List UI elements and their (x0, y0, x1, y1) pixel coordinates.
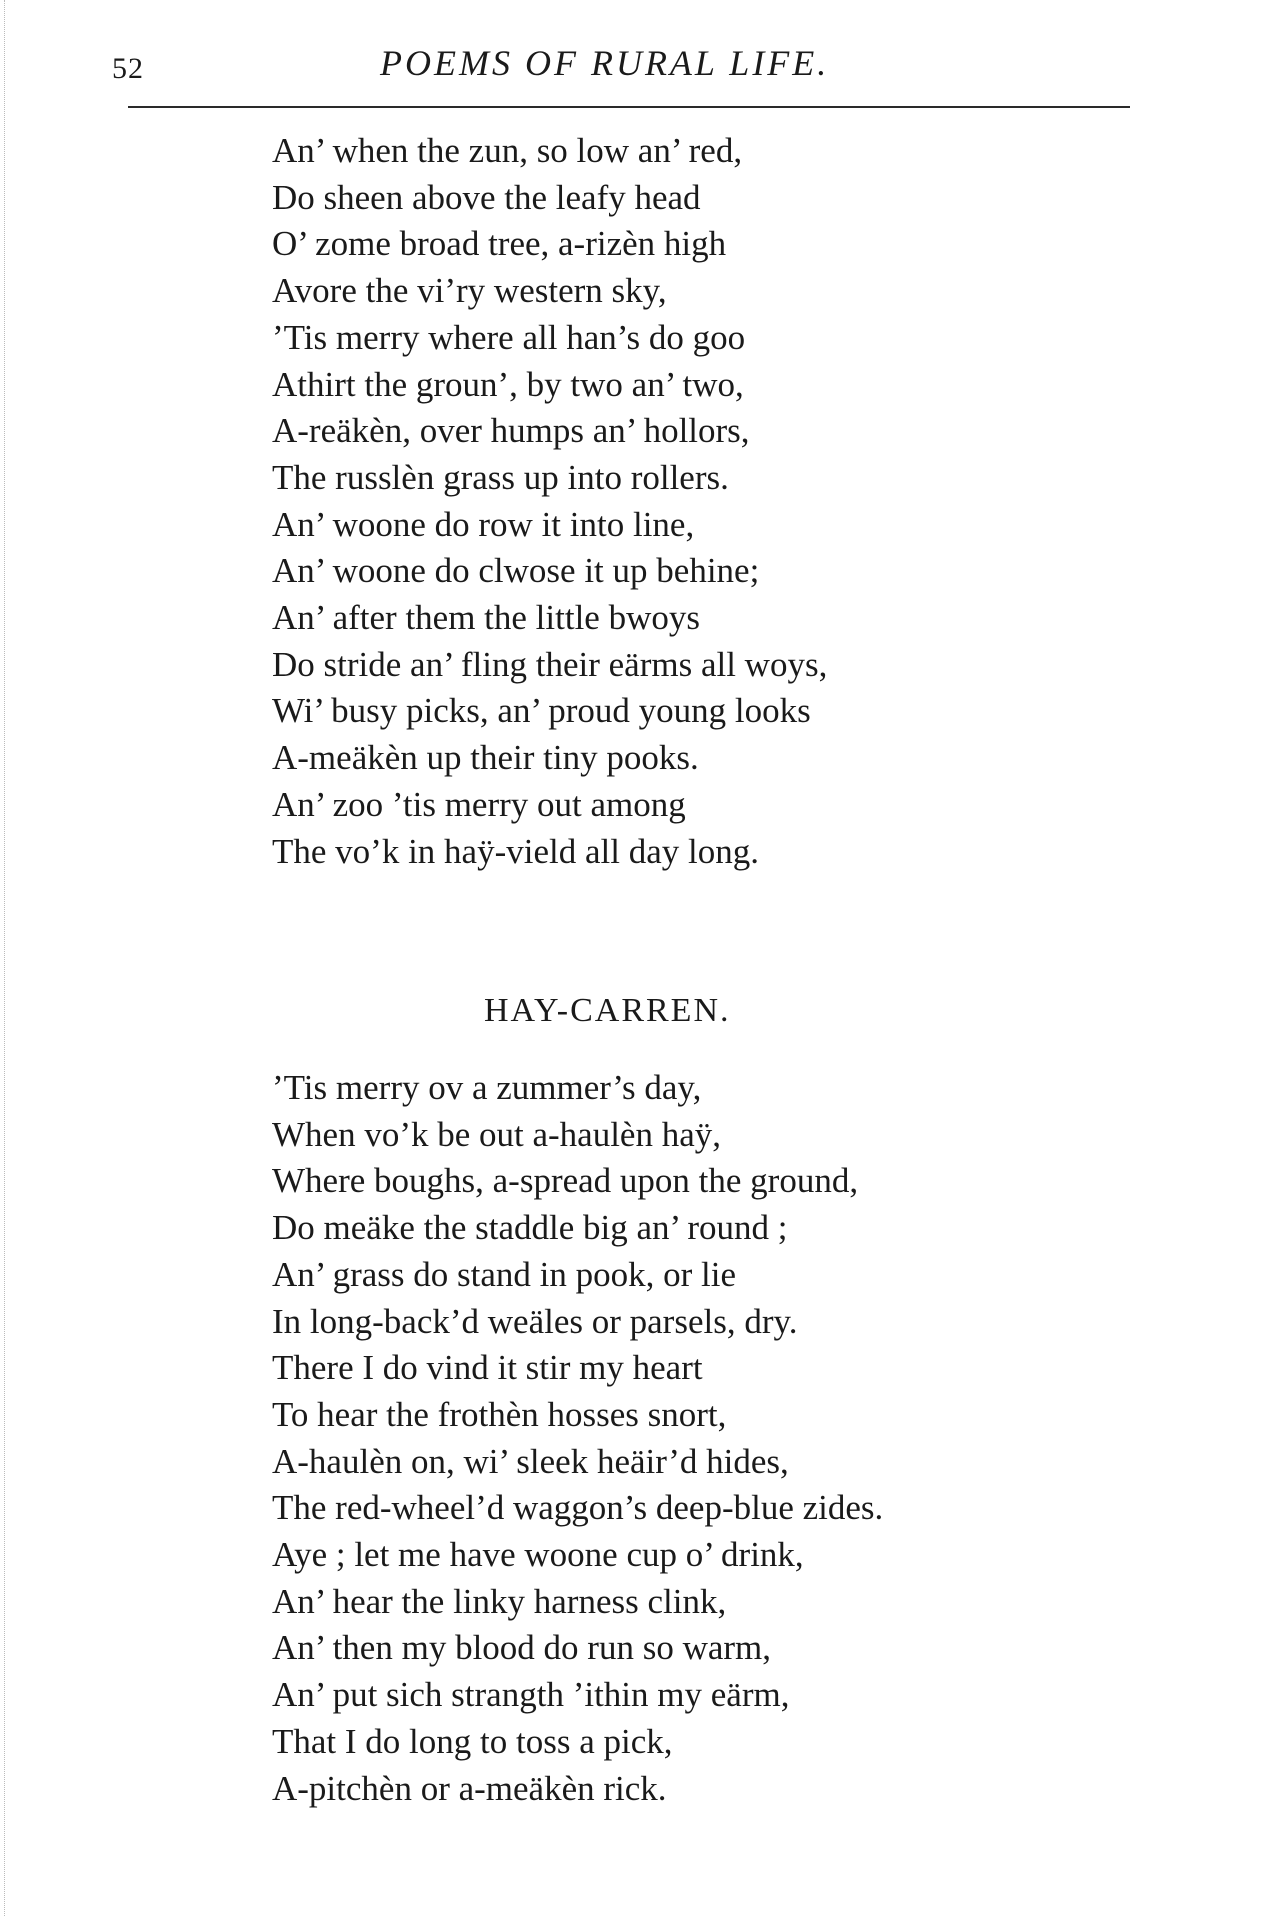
poem-line: A-reäkèn, over humps an’ hollors, (272, 411, 750, 451)
header-rule (128, 106, 1130, 108)
poem-line: An’ then my blood do run so warm, (272, 1628, 772, 1668)
poem-line: An’ hear the linky harness clink, (272, 1581, 727, 1621)
poem-line: The vo’k in haÿ-vield all day long. (272, 831, 759, 871)
poem-line: ’Tis merry ov a zummer’s day, (272, 1068, 702, 1107)
poem-line: That I do long to toss a pick, (272, 1721, 673, 1761)
continued-poem (272, 128, 827, 875)
poem-line: Do sheen above the leafy head (272, 177, 701, 217)
poem-line: An’ woone do clwose it up behine; (272, 551, 760, 591)
poem-line: A-haulèn on, wi’ sleek heäir’d hides, (272, 1441, 789, 1481)
poem-line: An’ after them the little bwoys (272, 598, 700, 638)
poem-line: The red-wheel’d waggon’s deep-blue zides. (272, 1488, 884, 1528)
page-number: 52 (112, 52, 144, 85)
poem-line: To hear the frothèn hosses snort, (272, 1394, 727, 1434)
poem-line: Wi’ busy picks, an’ proud young looks (272, 691, 811, 731)
poem-line: ’Tis merry where all han’s do goo (272, 317, 746, 357)
poem-line: A-meäkèn up their tiny pooks. (272, 738, 699, 778)
poem-line: An’ zoo ’tis merry out among (272, 784, 686, 824)
poem-line: An’ put sich strangth ’ithin my eärm, (272, 1675, 790, 1715)
poem-line: The russlèn grass up into rollers. (272, 457, 729, 497)
page-edge (4, 0, 5, 1916)
poem-body (272, 1065, 883, 1812)
poem-line: Do stride an’ fling their eärms all woys, (272, 644, 828, 684)
running-head: POEMS OF RURAL LIFE. (380, 43, 830, 83)
poem-line: In long-back’d weäles or parsels, dry. (272, 1301, 798, 1341)
poem-line: There I do vind it stir my heart (272, 1348, 703, 1388)
poem-line: A-pitchèn or a-meäkèn rick. (272, 1768, 667, 1808)
poem-line: Where boughs, a-spread upon the ground, (272, 1161, 859, 1201)
poem-line: O’ zome broad tree, a-rizèn high (272, 224, 727, 264)
poem-line: Do meäke the staddle big an’ round ; (272, 1208, 788, 1248)
poem-line: Aye ; let me have woone cup o’ drink, (272, 1535, 804, 1575)
poem-line: Athirt the groun’, by two an’ two, (272, 364, 744, 404)
poem-line: Avore the vi’ry western sky, (272, 271, 667, 311)
poem-title: HAY-CARREN. (484, 992, 731, 1029)
poem-line: An’ grass do stand in pook, or lie (272, 1254, 737, 1294)
poem-line: An’ woone do row it into line, (272, 504, 695, 544)
poem-line: An’ when the zun, so low an’ red, (272, 131, 743, 170)
poem-line: When vo’k be out a-haulèn haÿ, (272, 1114, 722, 1154)
